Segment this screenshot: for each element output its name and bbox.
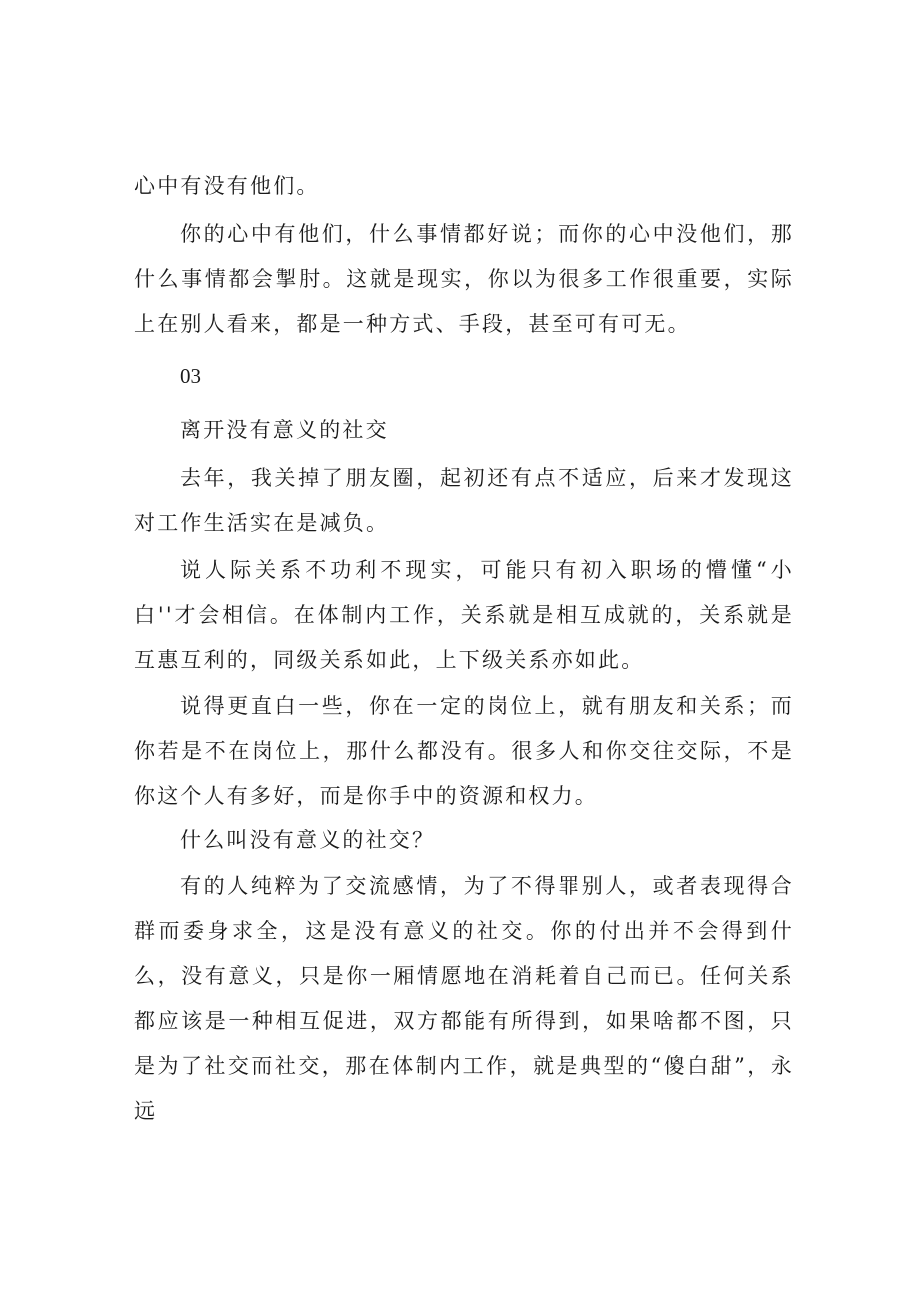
paragraph-position: 说得更直白一些，你在一定的岗位上，就有朋友和关系；而你若是不在岗位上，那什么都没有。很多人和你交往交际，不是你这个人有多好，而是你手中的资源和权力。 [134, 694, 794, 808]
paragraph-continuation: 心中有没有他们。 [134, 174, 320, 198]
paragraph-relations: 说人际关系不功利不现实，可能只有初入职场的懵懂“小白''才会相信。在体制内工作，关系就是相互成就的，关系就是互惠互利的，同级关系如此，上下级关系亦如此。 [134, 558, 794, 672]
paragraph-moments: 去年，我关掉了朋友圈，起初还有点不适应，后来才发现这对工作生活实在是减负。 [134, 466, 794, 535]
section-number: 03 [180, 364, 201, 388]
paragraph-heart: 你的心中有他们，什么事情都好说；而你的心中没他们，那什么事情都会掣肘。这就是现实，你以为很多工作很重要，实际上在别人看来，都是一种方式、手段，甚至可有可无。 [134, 222, 794, 336]
section-heading: 离开没有意义的社交 [180, 418, 389, 442]
paragraph-meaningless-social: 有的人纯粹为了交流感情，为了不得罪别人，或者表现得合群而委身求全，这是没有意义的社交。你的付出并不会得到什么，没有意义，只是你一厢情愿地在消耗着自己而已。任何关系都应该是一种相互促进，双方都能有所得到，如果啥都不图，只是为了社交而社交，那在体制内工作，就是典型的“傻白甜”，永远 [134, 874, 794, 1123]
question-heading: 什么叫没有意义的社交？ [180, 828, 436, 852]
